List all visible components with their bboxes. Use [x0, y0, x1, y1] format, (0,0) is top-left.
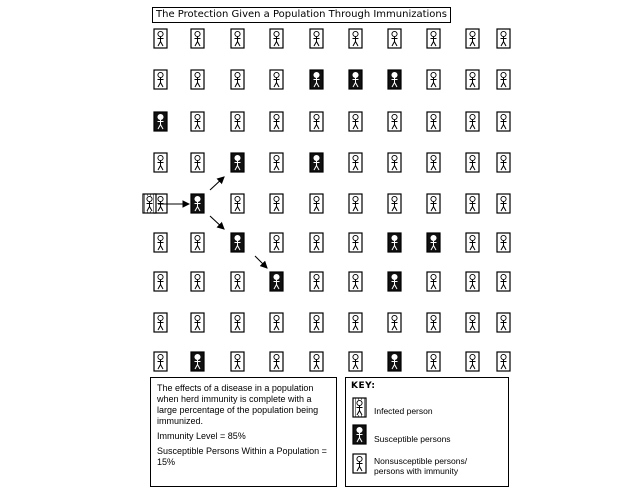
- legend-label-infected: Infected person: [374, 406, 433, 416]
- transmission-arrow: [255, 256, 267, 268]
- nonsusceptible-person-icon: [497, 194, 510, 213]
- nonsusceptible-person-icon: [388, 194, 401, 213]
- susceptible-person-icon: [388, 233, 401, 252]
- nonsusceptible-person-icon: [427, 194, 440, 213]
- nonsusceptible-person-icon: [497, 70, 510, 89]
- nonsusceptible-person-icon: [427, 29, 440, 48]
- nonsusceptible-person-icon: [466, 194, 479, 213]
- susceptible-person-icon: [310, 153, 323, 172]
- transmission-arrow: [210, 177, 224, 190]
- nonsusceptible-person-icon: [497, 233, 510, 252]
- susceptible-person-icon: [388, 272, 401, 291]
- nonsusceptible-person-icon: [154, 352, 167, 371]
- nonsusceptible-person-icon: [349, 153, 362, 172]
- nonsusceptible-person-icon: [191, 112, 204, 131]
- nonsusceptible-person-icon: [310, 233, 323, 252]
- nonsusceptible-person-icon: [349, 313, 362, 332]
- nonsusceptible-person-icon: [191, 313, 204, 332]
- nonsusceptible-person-icon: [349, 233, 362, 252]
- nonsusceptible-person-icon: [270, 70, 283, 89]
- nonsusceptible-person-icon: [388, 29, 401, 48]
- nonsusceptible-person-icon: [231, 272, 244, 291]
- susceptible-person-icon: [270, 272, 283, 291]
- legend-label-susceptible: Susceptible persons: [374, 434, 451, 444]
- transmission-arrow: [210, 216, 224, 229]
- nonsusceptible-person-icon: [231, 70, 244, 89]
- nonsusceptible-person-icon: [427, 70, 440, 89]
- nonsusceptible-person-icon: [427, 153, 440, 172]
- nonsusceptible-person-icon: [270, 194, 283, 213]
- susceptible-person-icon: [191, 194, 204, 213]
- nonsusceptible-person-icon: [497, 313, 510, 332]
- legend-box: [345, 377, 509, 487]
- nonsusceptible-person-icon: [270, 313, 283, 332]
- nonsusceptible-person-icon: [427, 112, 440, 131]
- nonsusceptible-person-icon: [349, 112, 362, 131]
- nonsusceptible-person-icon: [231, 29, 244, 48]
- nonsusceptible-person-icon: [466, 153, 479, 172]
- nonsusceptible-person-icon: [191, 29, 204, 48]
- legend-title: KEY:: [351, 381, 376, 391]
- susceptible-person-icon: [388, 70, 401, 89]
- nonsusceptible-person-icon: [310, 272, 323, 291]
- nonsusceptible-person-icon: [231, 112, 244, 131]
- nonsusceptible-person-icon: [466, 233, 479, 252]
- nonsusceptible-person-icon: [427, 272, 440, 291]
- susceptible-person-icon: [388, 352, 401, 371]
- nonsusceptible-person-icon: [310, 194, 323, 213]
- nonsusceptible-person-icon: [497, 272, 510, 291]
- nonsusceptible-person-icon: [231, 352, 244, 371]
- nonsusceptible-person-icon: [191, 70, 204, 89]
- immunity-level: Immunity Level = 85%: [157, 431, 246, 441]
- nonsusceptible-person-icon: [349, 352, 362, 371]
- nonsusceptible-person-icon: [388, 112, 401, 131]
- nonsusceptible-person-icon: [427, 352, 440, 371]
- nonsusceptible-person-icon: [497, 352, 510, 371]
- nonsusceptible-person-icon: [310, 352, 323, 371]
- nonsusceptible-person-icon: [310, 313, 323, 332]
- infected-person-icon: [143, 194, 156, 213]
- nonsusceptible-person-icon: [353, 454, 366, 473]
- nonsusceptible-person-icon: [154, 233, 167, 252]
- nonsusceptible-person-icon: [466, 272, 479, 291]
- nonsusceptible-person-icon: [466, 112, 479, 131]
- nonsusceptible-person-icon: [154, 29, 167, 48]
- nonsusceptible-person-icon: [388, 153, 401, 172]
- nonsusceptible-person-icon: [231, 194, 244, 213]
- nonsusceptible-person-icon: [310, 29, 323, 48]
- nonsusceptible-person-icon: [270, 352, 283, 371]
- nonsusceptible-person-icon: [154, 70, 167, 89]
- nonsusceptible-person-icon: [497, 153, 510, 172]
- susceptible-person-icon: [427, 233, 440, 252]
- susceptible-person-icon: [191, 352, 204, 371]
- nonsusceptible-person-icon: [349, 272, 362, 291]
- nonsusceptible-person-icon: [497, 29, 510, 48]
- susceptible-person-icon: [349, 70, 362, 89]
- susceptible-person-icon: [231, 153, 244, 172]
- legend-label-nonsusceptible: Nonsusceptible persons/ persons with immunity: [374, 456, 468, 476]
- nonsusceptible-person-icon: [349, 29, 362, 48]
- nonsusceptible-person-icon: [388, 313, 401, 332]
- nonsusceptible-person-icon: [270, 112, 283, 131]
- description-text: The effects of a disease in a population when herd immunity is complete with a large percentage of the population being immunized.: [157, 383, 319, 426]
- nonsusceptible-person-icon: [191, 153, 204, 172]
- nonsusceptible-person-icon: [270, 153, 283, 172]
- susceptible-person-icon: [353, 425, 366, 444]
- infected-person-icon: [353, 398, 366, 417]
- diagram-title: The Protection Given a Population Through Immunizations: [152, 7, 451, 23]
- nonsusceptible-person-icon: [466, 70, 479, 89]
- nonsusceptible-person-icon: [349, 194, 362, 213]
- nonsusceptible-person-icon: [191, 272, 204, 291]
- susceptible-person-icon: [154, 112, 167, 131]
- susceptible-persons-level: Susceptible Persons Within a Population = 15%: [157, 446, 327, 467]
- nonsusceptible-person-icon: [154, 153, 167, 172]
- nonsusceptible-person-icon: [427, 313, 440, 332]
- nonsusceptible-person-icon: [154, 272, 167, 291]
- nonsusceptible-person-icon: [466, 352, 479, 371]
- description-box: [150, 377, 337, 487]
- nonsusceptible-person-icon: [191, 233, 204, 252]
- nonsusceptible-person-icon: [497, 112, 510, 131]
- nonsusceptible-person-icon: [231, 313, 244, 332]
- nonsusceptible-person-icon: [466, 29, 479, 48]
- transmission-arrows: [158, 177, 267, 268]
- susceptible-person-icon: [231, 233, 244, 252]
- nonsusceptible-person-icon: [154, 313, 167, 332]
- susceptible-person-icon: [310, 70, 323, 89]
- nonsusceptible-person-icon: [310, 112, 323, 131]
- nonsusceptible-person-icon: [270, 29, 283, 48]
- nonsusceptible-person-icon: [466, 313, 479, 332]
- nonsusceptible-person-icon: [270, 233, 283, 252]
